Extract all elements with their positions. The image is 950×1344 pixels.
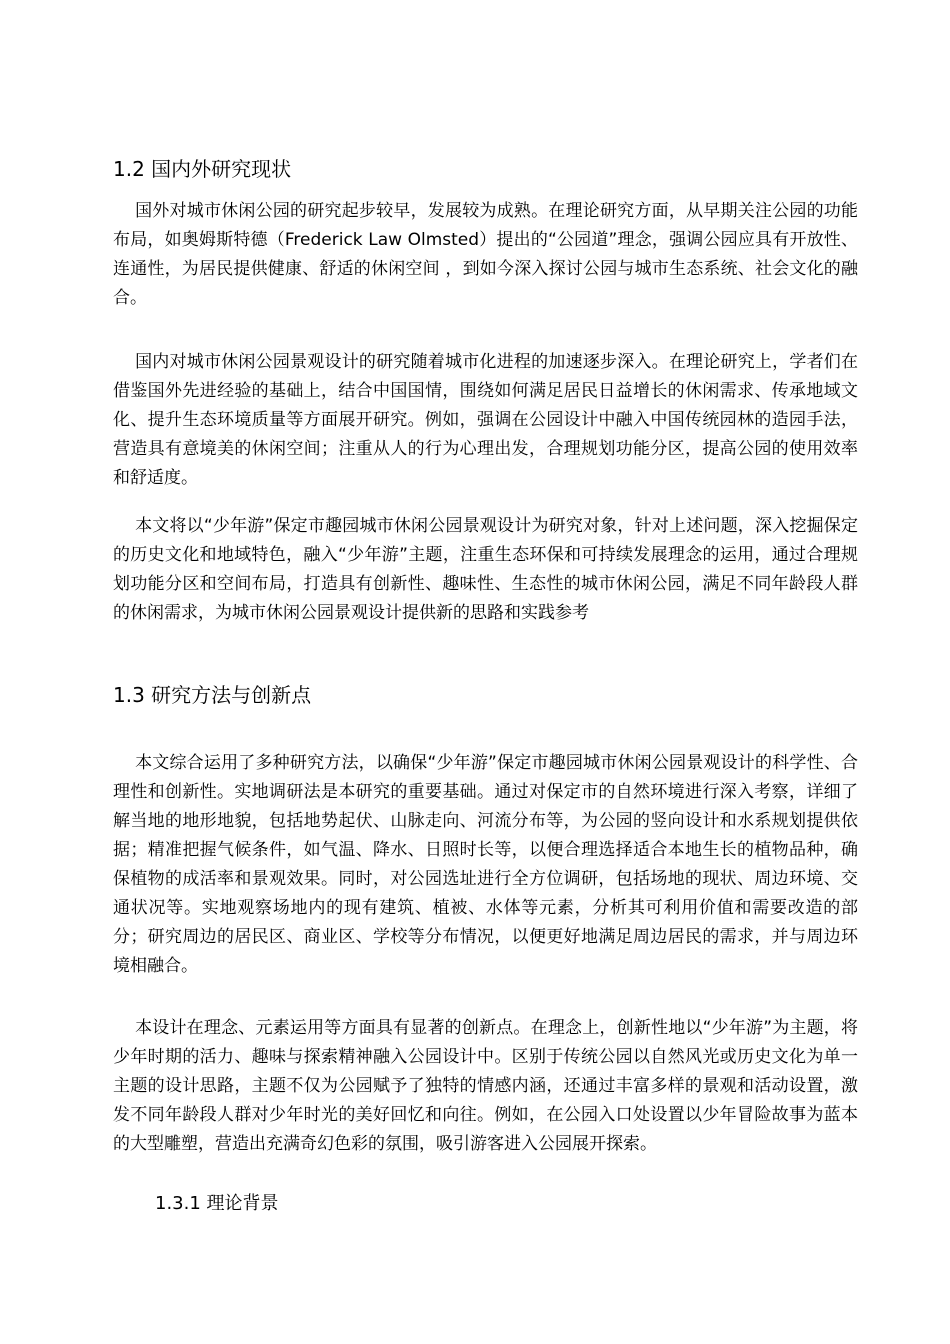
paragraph-innovation-points: 本设计在理念、元素运用等方面具有显著的创新点。在理念上，创新性地以“少年游”为主题，将少年时期的活力、趣味与探索精神融入公园设计中。区别于传统公园以自然风光或历史文化为单一主题的设计思路，主题不仅为公园赋予了独特的情感内涵，还通过丰富多样的景观和活动设置，激发不同年龄段人群对少年时光的美好回忆和向往。例如，在公园入口处设置以少年冒险故事为蓝本的大型雕塑，营造出充满奇幻色彩的氛围，吸引游客进入公园展开探索。 (113, 1018, 858, 1154)
paragraph-research-object: 本文将以“少年游”保定市趣园城市休闲公园景观设计为研究对象，针对上述问题，深入挖掘保定的历史文化和地域特色，融入“少年游”主题，注重生态环保和可持续发展理念的运用，通过合理规划功能分区和空间布局，打造具有创新性、趣味性、生态性的城市休闲公园，满足不同年龄段人群的休闲需求，为城市休闲公园景观设计提供新的思路和实践参考 (113, 516, 858, 623)
paragraph-research-methods: 本文综合运用了多种研究方法，以确保“少年游”保定市趣园城市休闲公园景观设计的科学性、合理性和创新性。实地调研法是本研究的重要基础。通过对保定市的自然环境进行深入考察，详细了解当地的地形地貌，包括地势起伏、山脉走向、河流分布等，为公园的竖向设计和水系规划提供依据；精准把握气候条件，如气温、降水、日照时长等，以便合理选择适合本地生长的植物品种，确保植物的成活率和景观效果。同时，对公园选址进行全方位调研，包括场地的现状、周边环境、交通状况等。实地观察场地内的现有建筑、植被、水体等元素，分析其可利用价值和需要改造的部分；研究周边的居民区、商业区、学校等分布情况，以便更好地满足周边居民的需求，并与周边环境相融合。 (113, 753, 858, 976)
paragraph-foreign-research: 国外对城市休闲公园的研究起步较早，发展较为成熟。在理论研究方面，从早期关注公园的功能布局，如奥姆斯特德（Frederick Law Olmsted）提出的“公园道”理念，强调公园应具有开放性、连通性，为居民提供健康、舒适的休闲空间 ，到如今深入探讨公园与城市生态系统、社会文化的融合。 (113, 201, 858, 308)
paragraph-domestic-research: 国内对城市休闲公园景观设计的研究随着城市化进程的加速逐步深入。在理论研究上，学者们在借鉴国外先进经验的基础上，结合中国国情，围绕如何满足居民日益增长的休闲需求、传承地域文化、提升生态环境质量等方面展开研究。例如，强调在公园设计中融入中国传统园林的造园手法，营造具有意境美的休闲空间；注重从人的行为心理出发，合理规划功能分区，提高公园的使用效率和舒适度。 (113, 352, 858, 488)
section-heading-1-3: 1.3 研究方法与创新点 (113, 683, 312, 707)
section-heading-1-2: 1.2 国内外研究现状 (113, 157, 292, 181)
subsection-heading-1-3-1: 1.3.1 理论背景 (155, 1193, 279, 1214)
